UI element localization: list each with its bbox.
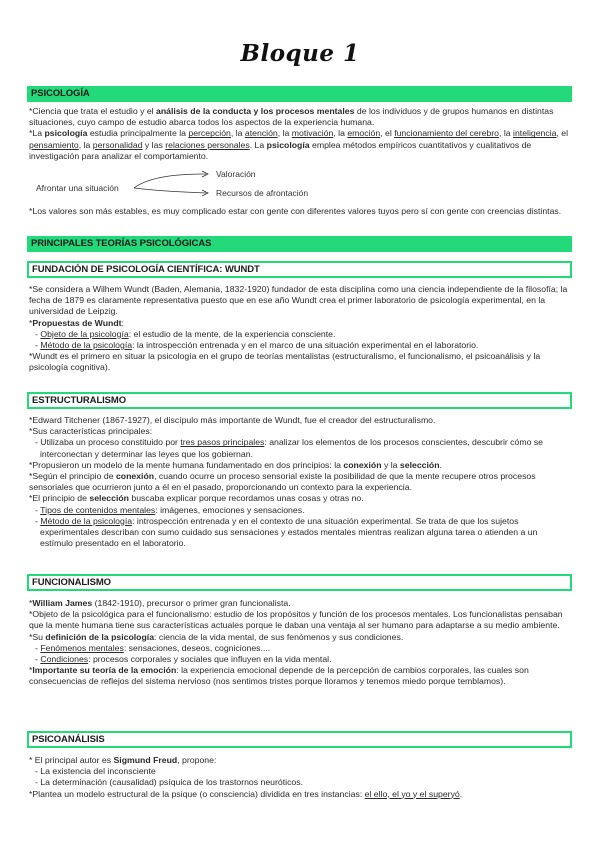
text-run: percepción — [188, 128, 231, 139]
psicoanalisis-item-inconsciente: - La existencia del inconsciente — [35, 766, 156, 777]
diagram-label-recursos: Recursos de afrontación — [216, 188, 309, 198]
section-banner-psicologia: PSICOLOGÍA — [27, 86, 572, 102]
text-run: , propone: — [177, 755, 217, 765]
text-run: Sigmund Freud — [113, 755, 178, 765]
diagram-arrows — [30, 168, 350, 204]
subsection-heading-estructuralismo: ESTRUCTURALISMO — [27, 392, 572, 409]
text-run: atención — [244, 128, 278, 139]
subsection-heading-funcionalismo: FUNCIONALISMO — [27, 574, 572, 591]
text-run: Objeto de la psicología — [40, 328, 129, 339]
text-run: , el — [556, 128, 569, 139]
text-run: emoción — [347, 128, 381, 139]
estructuralismo-paragraph-1: *Edward Titchener (1867-1927), el discípulo más importante de Wundt, fue el creador del estructuralismo. — [29, 415, 436, 425]
text-run: psicología — [266, 139, 310, 150]
text-run: : procesos corporales y sociales que influyen en la vida mental. — [88, 654, 332, 665]
text-run: * — [29, 665, 33, 676]
text-run: estudia principalmente la — [87, 128, 189, 139]
psicoanalisis-paragraph-2 — [29, 789, 569, 800]
text-run: inteligencia — [513, 128, 557, 139]
psicologia-body — [29, 106, 569, 162]
psicoanalisis-item-determinacion: - La determinación (causalidad) psíquica de los trastornos neuróticos. — [35, 777, 304, 788]
wundt-item-metodo — [29, 340, 569, 351]
subsection-heading-wundt: FUNDACIÓN DE PSICOLOGÍA CIENTÍFICA: WUNDT — [27, 261, 572, 278]
arrow-to-recursos — [134, 188, 206, 193]
text-run: - — [35, 515, 41, 526]
funcionalismo-paragraph-4 — [29, 665, 569, 687]
text-run: , la — [499, 128, 514, 139]
text-run: *Propusieron un modelo de la mente humana fundamentado en dos principios: la — [29, 459, 344, 470]
estructuralismo-paragraph-5 — [29, 493, 569, 504]
subsection-heading-psicoanalisis: PSICOANÁLISIS — [27, 731, 572, 748]
text-run: : la introspección entrenada y en el marco de una situación experimental en el laboratorio. — [132, 340, 479, 351]
text-run: - — [35, 340, 41, 351]
text-run: * — [29, 598, 33, 608]
text-run: funcionamiento del cerebro — [394, 128, 499, 139]
text-run: Importante su teoría de la emoción — [32, 665, 177, 676]
estructuralismo-body — [29, 415, 569, 549]
wundt-paragraph-1: *Se considera a Wilhem Wundt (Baden, Alemania, 1832-1920) fundador de esta disciplina como una ciencia independiente de la filosofía; la fecha de 1879 es claramente representativa puesto que en ese año Wundt crea el primer laboratorio de psicología experimental, en la universidad de Leipzig. — [29, 284, 568, 317]
text-run: William James — [32, 598, 93, 608]
estructuralismo-paragraph-3 — [29, 460, 569, 471]
text-run: (1842-1910), precursor o primer gran funcionalista. — [92, 598, 291, 608]
wundt-paragraph-2 — [29, 318, 569, 329]
text-run: : — [121, 317, 124, 328]
funcionalismo-item-fenomenos — [29, 643, 569, 654]
text-run: emplea métodos empíricos cuantitativos y cualitativos de investigación para analizar el comportamiento. — [29, 139, 532, 161]
text-run: personalidad — [92, 139, 143, 150]
funcionalismo-item-condiciones — [29, 654, 569, 665]
text-run: de los individuos y de grupos humanos en distintas situaciones, cuyo campo de estudio abarca todos los aspectos de la experiencia humana. — [29, 106, 554, 128]
psicoanalisis-body — [29, 755, 569, 800]
text-run: : analizar los elementos de los procesos conscientes, descubrir cómo se interconectan y determinar las leyes que los gobiernan. — [40, 437, 544, 459]
text-run: , la — [333, 128, 348, 139]
text-run: *Ciencia que trata el estudio y el — [29, 106, 157, 116]
arrow-to-valoracion — [134, 174, 206, 188]
text-run: - — [35, 504, 41, 515]
text-run: : imágenes, emociones y sensaciones. — [155, 504, 305, 515]
text-run: buscaba explicar porque recordamos unas cosas y otras no. — [128, 493, 364, 504]
wundt-body — [29, 284, 569, 374]
psicologia-paragraph-1 — [29, 106, 569, 128]
estructuralismo-paragraph-4 — [29, 471, 569, 493]
text-run: psicología — [44, 128, 88, 139]
text-run: relaciones personales — [165, 139, 250, 150]
estructuralismo-item-metodo — [29, 516, 569, 550]
page-title: Bloque 1 — [240, 40, 360, 67]
funcionalismo-paragraph-1 — [29, 598, 569, 609]
wundt-item-objeto — [29, 329, 569, 340]
text-run: - Utilizaba un proceso constituido por — [35, 437, 181, 448]
text-run: Fenómenos mentales — [40, 642, 124, 653]
text-run: *Plantea un modelo estructural de la psique (o consciencia) dividida en tres instancias: — [29, 788, 365, 799]
psicologia-paragraph-3: *Los valores son más estables, es muy complicado estar con gente con diferentes valores tuyos pero sí con gente con creencias distintas. — [29, 206, 562, 216]
text-run: : introspección entrenada y en el contexto de una situación experimental. Se trata de que los sujetos experimentales describan con sumo cuidado sus sensaciones y estados mentales mientras realizan alguna tarea o atienden a un estímulo presentado en el laboratorio. — [40, 515, 538, 549]
section-banner-teorias: PRINCIPALES TEORÍAS PSICOLÓGICAS — [27, 236, 572, 252]
psicologia-note — [29, 206, 569, 217]
text-run: Método de la psicología — [40, 515, 133, 526]
text-run: . — [459, 788, 463, 799]
text-run: Propuestas de Wundt — [32, 317, 122, 328]
text-run: : la experiencia emocional depende de la percepción de cambios corporales, las cuales son consecuencias de reflejos del sistema nervioso (nos sentimos tristes porque lloramos y tenemos miedo porque temblamos). — [29, 665, 529, 687]
diagram-label-valoracion: Valoración — [216, 169, 256, 179]
text-run: definición de la psicología — [45, 631, 155, 642]
text-run: , la — [78, 139, 93, 150]
text-run: , la — [230, 128, 245, 139]
text-run: * El principal autor es — [29, 755, 114, 765]
text-run: - — [35, 328, 41, 339]
text-run: , el — [380, 128, 395, 139]
psicoanalisis-paragraph-1 — [29, 755, 569, 766]
text-run: *Según el principio de — [29, 471, 116, 482]
wundt-paragraph-3: *Wundt es el primero en situar la psicología en el grupo de teorías mentalistas (estructuralismo, el funcionalismo, el psicoanálisis y la psicología cognitiva). — [29, 351, 541, 373]
funcionalismo-paragraph-3 — [29, 632, 569, 643]
estructuralismo-item-pasos — [29, 437, 569, 459]
estructuralismo-item-contenidos — [29, 505, 569, 516]
text-run: , la — [277, 128, 292, 139]
appraisal-diagram — [30, 168, 350, 204]
text-run: . — [439, 459, 442, 470]
funcionalismo-body — [29, 598, 569, 688]
text-run: Tipos de contenidos mentales — [40, 504, 156, 515]
text-run: *Su — [29, 631, 46, 642]
text-run: pensamiento — [29, 139, 79, 150]
text-run: tres pasos principales — [180, 437, 265, 448]
text-run: el ello, el yo y el superyó — [364, 788, 460, 799]
text-run: . La — [249, 139, 267, 150]
funcionalismo-paragraph-2: *Objeto de la psicológica para el funcionalismo: estudio de los propósitos y función de los procesos mentales. Los funcionalistas pensaban que la mente humana tiene sus características actuales porque le daban una ventaja al ser humano para adaptarse a su medio ambiente. — [29, 609, 563, 631]
text-run: : el estudio de la mente, de la experiencia consciente. — [128, 328, 336, 339]
text-run: y la — [381, 459, 400, 470]
text-run: : ciencia de la vida mental, de sus fenómenos y sus condiciones. — [154, 631, 404, 642]
estructuralismo-paragraph-2: *Sus características principales: — [29, 426, 153, 437]
text-run: selección — [89, 493, 129, 504]
text-run: : sensaciones, deseos, cogniciones.... — [123, 642, 271, 653]
text-run: Condiciones — [40, 654, 89, 665]
diagram-label-situation: Afrontar una situación — [36, 183, 119, 193]
text-run: y las — [142, 139, 166, 150]
text-run: Método de la psicología — [40, 340, 133, 351]
text-run: - — [35, 654, 41, 665]
text-run: motivación — [291, 128, 334, 139]
text-run: selección — [399, 459, 440, 470]
text-run: conexión — [115, 471, 155, 482]
text-run: análisis de la conducta y los procesos mentales — [156, 106, 355, 116]
text-run: *El principio de — [29, 493, 90, 504]
text-run: * — [29, 317, 33, 328]
text-run: *La — [29, 128, 45, 139]
text-run: , cuando ocurre un proceso sensorial existe la posibilidad de que la mente recupere otros procesos sensoriales que ocurrieron junto a él en el pasado, proporcionando un contexto para la experiencia. — [29, 471, 536, 493]
psicologia-paragraph-2 — [29, 128, 569, 162]
text-run: - — [35, 642, 41, 653]
text-run: conexión — [343, 459, 382, 470]
